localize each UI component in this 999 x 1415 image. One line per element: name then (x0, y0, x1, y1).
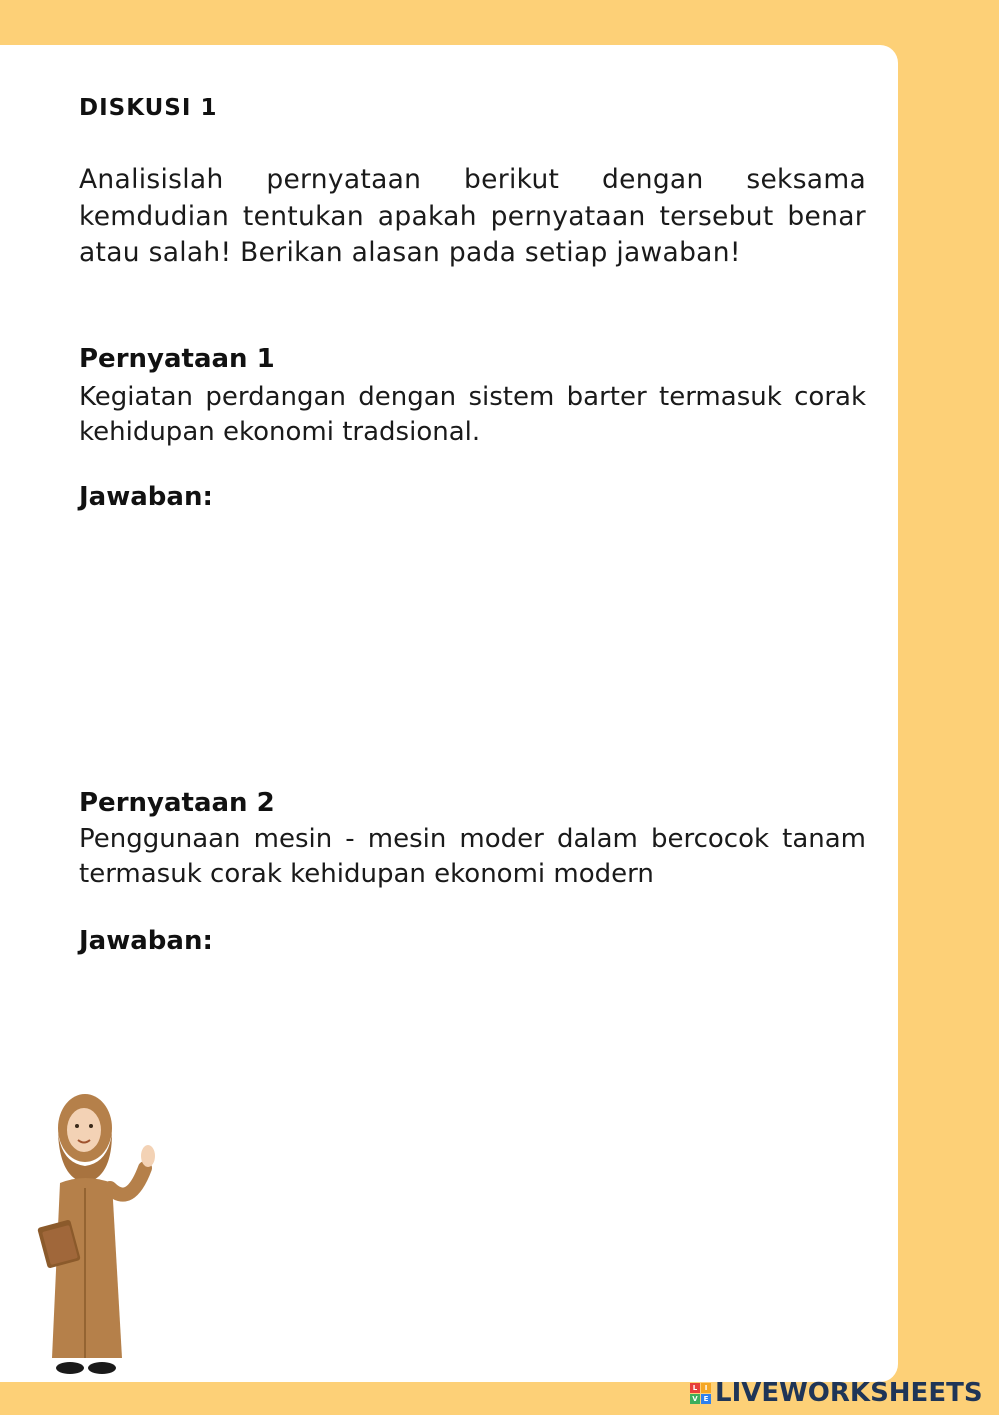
statement-2-title: Pernyataan 2 (79, 788, 275, 818)
logo-letter-l: L (690, 1383, 700, 1393)
liveworksheets-logo[interactable] (690, 1377, 983, 1409)
page-title: DISKUSI 1 (79, 95, 218, 121)
teacher-illustration (30, 1088, 170, 1383)
statement-1-answer-area[interactable] (79, 522, 866, 772)
logo-letter-v: V (690, 1394, 700, 1404)
liveworksheets-logo-icon (690, 1383, 711, 1404)
statement-2-answer-label: Jawaban: (79, 926, 213, 956)
statement-2-answer-area[interactable] (79, 966, 866, 1086)
logo-letter-i: I (701, 1383, 711, 1393)
instructions-text: Analisislah pernyataan berikut dengan seksama kemdudian tentukan apakah pernyataan tersebut benar atau salah! Berikan alasan pada setiap jawaban! (79, 164, 866, 268)
logo-letter-e: E (701, 1394, 711, 1404)
statement-2-text: Penggunaan mesin - mesin moder dalam bercocok tanam termasuk corak kehidupan ekonomi modern (79, 824, 866, 889)
liveworksheets-logo-text: LIVEWORKSHEETS (715, 1378, 983, 1408)
statement-1-title: Pernyataan 1 (79, 344, 275, 374)
statement-1-text: Kegiatan perdangan dengan sistem barter termasuk corak kehidupan ekonomi tradsional. (79, 382, 866, 447)
statement-1-answer-label: Jawaban: (79, 482, 213, 512)
